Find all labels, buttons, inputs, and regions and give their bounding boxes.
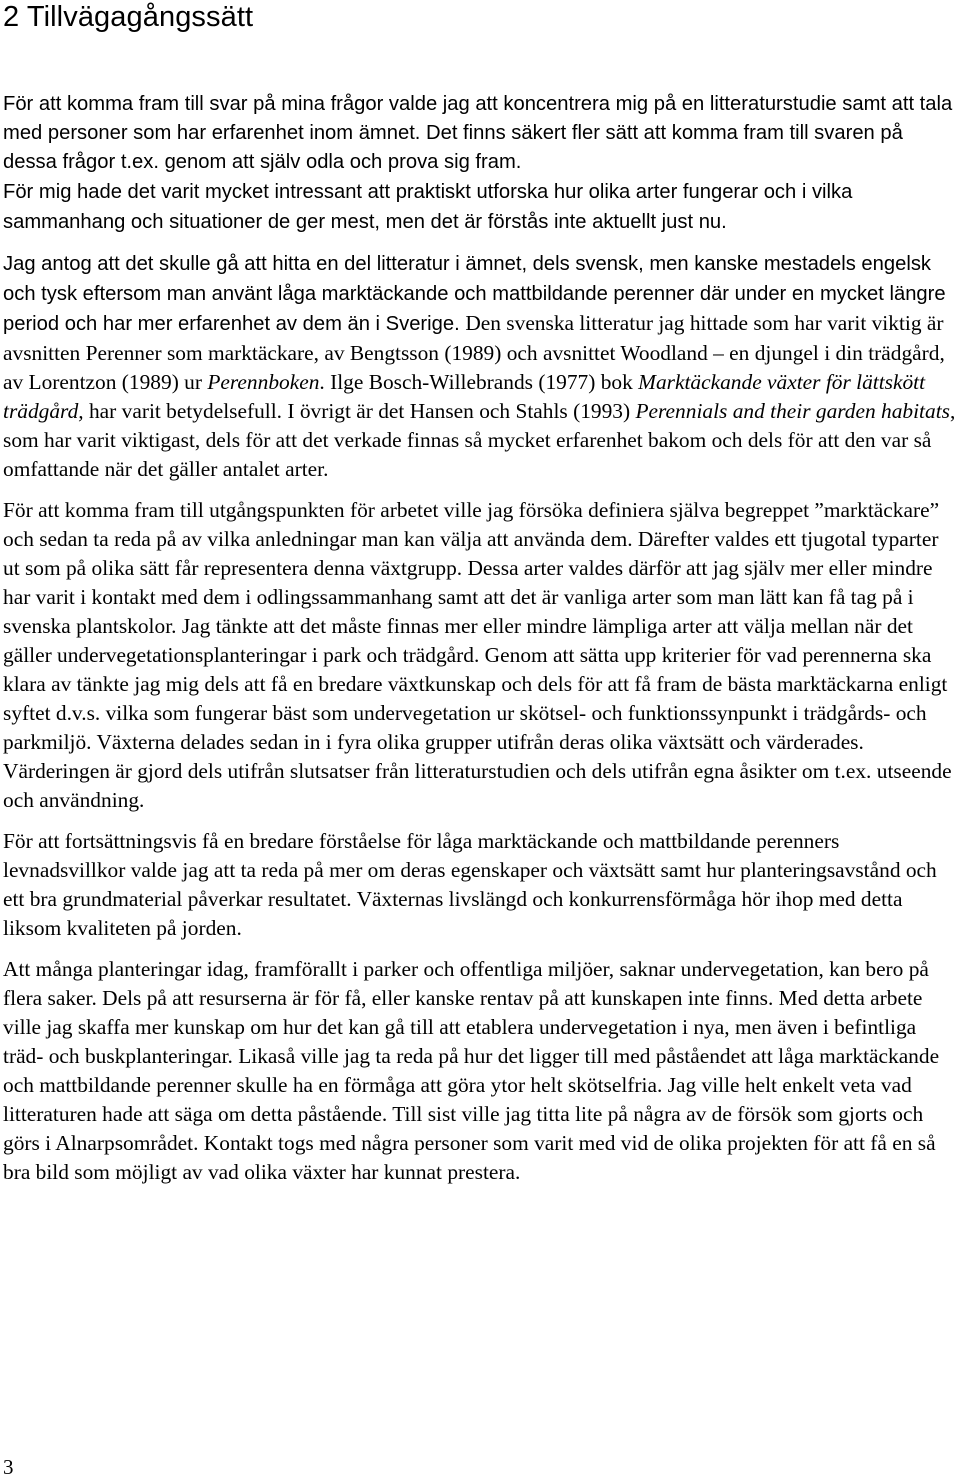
paragraph-2	[3, 249, 960, 484]
paragraph-2-part-2: . Ilge Bosch-Willebrands (1977) bok	[319, 370, 639, 394]
paragraph-4-text: För att fortsättningsvis få en bredare förståelse för låga marktäckande och mattbildande perenners levnadsvillkor valde jag att ta reda på mer om deras egenskaper och växtsätt samt hur planteringsavstånd och ett bra grundmaterial påverkar resultatet. Växternas livslängd och konkurrensförmåga hör ihop med detta liksom kvaliteten på jorden.	[3, 829, 937, 940]
paragraph-3-text: För att komma fram till utgångspunkten för arbetet ville jag försöka definiera själva begreppet ”marktäckare” och sedan ta reda på av vilka anledningar man kan välja att använda dem. Därefter valdes ett tjugotal typarter ut som på olika sätt får representera denna växtgrupp. Dessa arter valdes därför att jag själv mer eller mindre har varit i kontakt med dem i odlingssammanhang samt att det är vanliga arter som man lätt kan få tag på i svenska plantskolor. Jag tänkte att det måste finnas mer eller mindre lämpliga arter att välja mellan när det gäller undervegetationsplanteringar i park och trädgård. Genom att sätta upp kriterier för vad perennerna ska klara av tänkte jag mig dels att få en bredare växtkunskap och dels för att få fram de bästa marktäckarna enligt syftet d.v.s. vilka som fungerar bäst som undervegetation ur skötsel- och funktionssynpunkt i trädgårds- och parkmiljö. Växterna delades sedan in i fyra olika grupper utifrån deras olika växtsätt och värderades. Värderingen är gjord dels utifrån slutsatser från litteraturstudien och dels utifrån egna åsikter om t.ex. utseende och användning.	[3, 498, 952, 812]
paragraph-5	[3, 955, 960, 1187]
paragraph-1-part-2: För mig hade det varit mycket intressant att praktiskt utforska hur olika arter fungerar och i vilka sammanhang och situationer de ger mest, men det är förstås inte aktuellt just nu.	[3, 181, 853, 233]
paragraph-2-part-4: , som har varit viktigast, dels för att det verkade finnas så mycket erfarenhet bakom och dels för att den var så omfattande när det gäller antalet arter.	[3, 399, 956, 481]
paragraph-1-serif	[3, 177, 960, 237]
paragraph-2-part-3: har varit betydelsefull. I övrigt är det Hansen och Stahls (1993)	[83, 399, 636, 423]
page-number: 3	[3, 1455, 14, 1479]
paragraph-2-part-1: Jag antog att det skulle gå att hitta en del litteratur i ämnet, dels svensk, men kanske mestadels engelsk och tysk eftersom man använt låga marktäckande och mattbildande perenner där under en mycket längre period och har mer erfarenhet av dem än i Sverige.	[3, 253, 946, 335]
body-text	[3, 90, 960, 1199]
paragraph-3	[3, 496, 960, 815]
paragraph-2-title-marktackande: Marktäckande växter för lättskött trädgård,	[3, 370, 926, 423]
paragraph-1-part-1: För att komma fram till svar på mina frågor valde jag att koncentrera mig på en litteraturstudie samt att tala med personer som har erfarenhet inom ämnet. Det finns säkert fler sätt att komma fram till svaren på dessa frågor t.ex. genom att själv odla och prova sig fram.	[3, 93, 953, 173]
paragraph-5-text: Att många planteringar idag, framförallt i parker och offentliga miljöer, saknar undervegetation, kan bero på flera saker. Dels på att resurserna är för få, eller kanske rentav på att kunskapen inte finns. Med detta arbete ville jag skaffa mer kunskap om hur det kan gå till att etablera undervegetation i nya, men även i befintliga träd- och buskplanteringar. Likaså ville jag ta reda på hur det ligger till med påståendet att låga marktäckande och mattbildande perenner skulle ha en förmåga att göra ytor helt skötselfria. Jag ville helt enkelt veta vad litteraturen hade att säga om detta påstående. Till sist ville jag titta lite på några av de försök som gjorts och görs i Alnarpsområdet. Kontakt togs med några personer som varit med vid de olika projekten för att få en så bra bild som möjligt av vad olika växter har kunnat prestera.	[3, 957, 940, 1184]
paragraph-2-title-perennials: Perennials and their garden habitats	[635, 399, 950, 423]
paragraph-2-part-1b: Den svenska litteratur jag hittade som har varit viktig är avsnitten Perenner som marktäckare, av Bengtsson (1989) och avsnittet Woodland – en djungel i din trädgård, av Lorentzon (1989) ur	[3, 311, 945, 394]
paragraph-1-sans	[3, 90, 960, 177]
paragraph-4	[3, 827, 960, 943]
paragraph-2-title-perennboken: Perennboken	[207, 370, 320, 394]
section-heading: 2 Tillvägagångssätt	[3, 1, 254, 33]
